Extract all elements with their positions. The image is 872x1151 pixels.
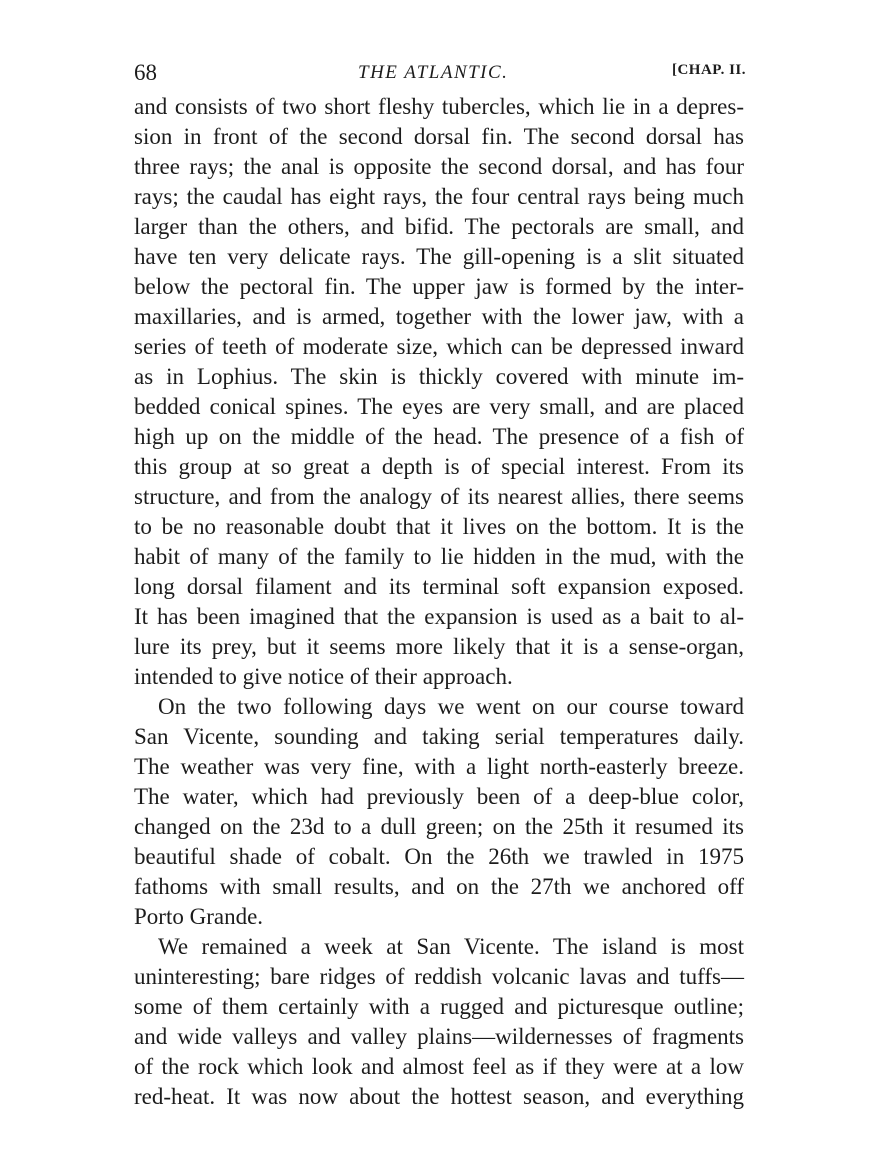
text-line: fathoms with small results, and on the 27th we anchored off	[134, 874, 744, 899]
chapter-reference: [CHAP. II.	[671, 62, 746, 78]
text-line: San Vicente, sounding and taking serial temperatures daily.	[134, 724, 744, 749]
page-number: 68	[134, 60, 157, 85]
paragraph-3	[134, 932, 744, 1112]
text-line: It has been imagined that the expansion is used as a bait to al-	[134, 604, 744, 629]
text-line: high up on the middle of the head. The presence of a fish of	[134, 424, 744, 449]
text-line: beautiful shade of cobalt. On the 26th we trawled in 1975	[134, 844, 744, 869]
text-line: three rays; the anal is opposite the second dorsal, and has four	[134, 154, 744, 179]
paragraph-2	[134, 692, 744, 932]
text-line: structure, and from the analogy of its nearest allies, there seems	[134, 484, 744, 509]
text-line: of the rock which look and almost feel as if they were at a low	[134, 1054, 744, 1079]
text-line: long dorsal filament and its terminal soft expansion exposed.	[134, 574, 744, 599]
running-title: THE ATLANTIC.	[358, 62, 509, 83]
text-line: some of them certainly with a rugged and picturesque outline;	[134, 994, 744, 1019]
text-line: uninteresting; bare ridges of reddish volcanic lavas and tuffs—	[134, 964, 744, 989]
text-line: On the two following days we went on our course toward	[158, 694, 744, 719]
page-header	[134, 60, 746, 90]
text-line: red-heat. It was now about the hottest season, and everything	[134, 1084, 744, 1109]
text-line: lure its prey, but it seems more likely that it is a sense-organ,	[134, 634, 744, 659]
text-line: this group at so great a depth is of special interest. From its	[134, 454, 744, 479]
text-line: changed on the 23d to a dull green; on the 25th it resumed its	[134, 814, 744, 839]
text-line: and consists of two short fleshy tubercles, which lie in a depres-	[134, 94, 744, 119]
text-line: larger than the others, and bifid. The pectorals are small, and	[134, 214, 744, 239]
text-line: as in Lophius. The skin is thickly covered with minute im-	[134, 364, 744, 389]
text-line: habit of many of the family to lie hidden in the mud, with the	[134, 544, 744, 569]
text-line: intended to give notice of their approach.	[134, 664, 513, 689]
text-line: have ten very delicate rays. The gill-opening is a slit situated	[134, 244, 744, 269]
text-line: The weather was very fine, with a light north-easterly breeze.	[134, 754, 744, 779]
text-line: series of teeth of moderate size, which can be depressed inward	[134, 334, 744, 359]
text-line: bedded conical spines. The eyes are very small, and are placed	[134, 394, 744, 419]
text-line: Porto Grande.	[134, 904, 264, 929]
text-line: sion in front of the second dorsal fin. The second dorsal has	[134, 124, 744, 149]
text-line: to be no reasonable doubt that it lives on the bottom. It is the	[134, 514, 744, 539]
text-line: and wide valleys and valley plains—wildernesses of fragments	[134, 1024, 744, 1049]
text-line: maxillaries, and is armed, together with the lower jaw, with a	[134, 304, 744, 329]
text-line: rays; the caudal has eight rays, the four central rays being much	[134, 184, 744, 209]
text-line: The water, which had previously been of a deep-blue color,	[134, 784, 744, 809]
text-line: below the pectoral fin. The upper jaw is formed by the inter-	[134, 274, 744, 299]
text-line: We remained a week at San Vicente. The island is most	[158, 934, 744, 959]
body-text	[134, 92, 744, 1112]
paragraph-1	[134, 92, 744, 692]
